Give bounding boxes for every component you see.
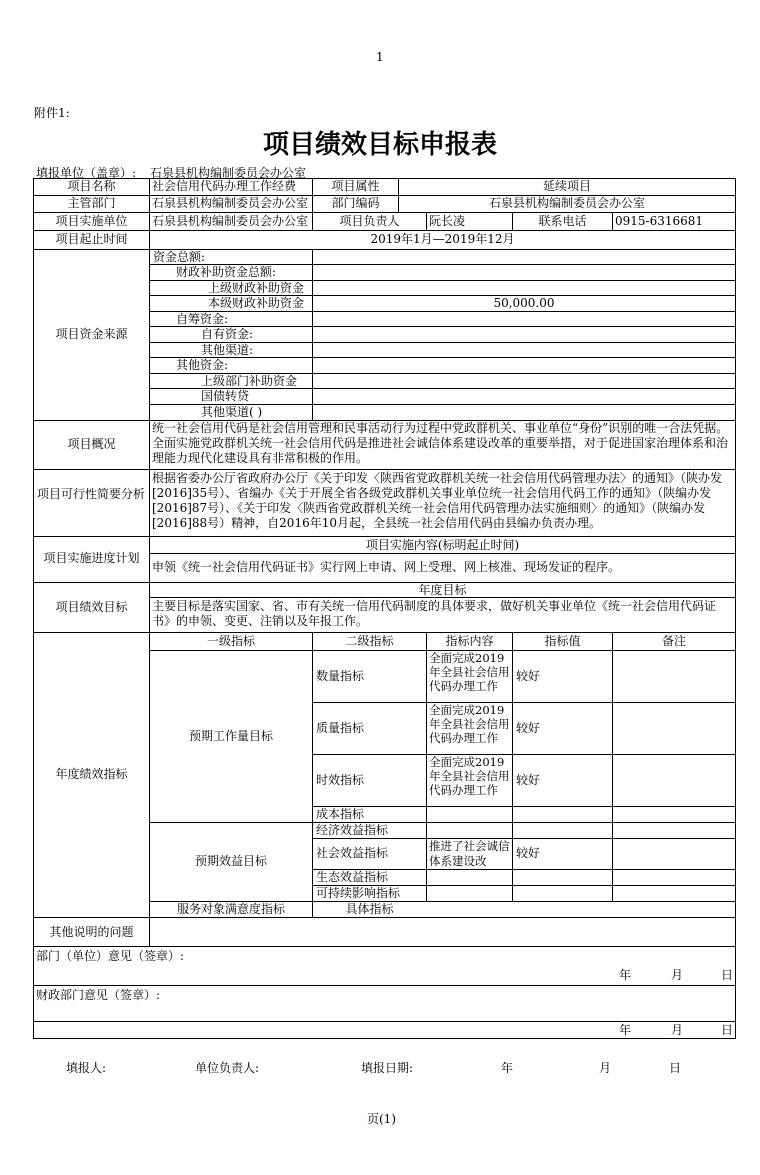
finance-opinion-year: 年: [619, 1023, 632, 1037]
time-indicator-label: 时效指标: [316, 773, 365, 787]
satisfaction-label: 服务对象满意度指标: [176, 902, 285, 916]
fund-bond: 国债转贷: [201, 389, 250, 403]
finance-opinion-day: 日: [721, 1023, 734, 1037]
fund-other-channel: 其他渠道:: [201, 343, 254, 357]
dept-opinion-month: 月: [671, 968, 684, 982]
attachment-label: 附件1:: [34, 106, 70, 120]
filler-unit-label: 填报单位（盖章）:: [36, 166, 137, 180]
dept-opinion-day: 日: [721, 968, 734, 982]
satisfaction-sub-label: 具体指标: [345, 902, 394, 916]
goal-label: 项目绩效目标: [55, 600, 128, 614]
footer-date-label: 填报日期:: [361, 1061, 414, 1075]
ind-header-note: 备注: [661, 634, 686, 648]
fund-self: 自筹资金:: [176, 312, 229, 326]
fund-local-fiscal: 本级财政补助资金: [207, 296, 304, 310]
impl-unit-value: 石泉县机构编制委员会办公室: [152, 214, 309, 228]
phone-value: 0915-6316681: [615, 214, 704, 228]
finance-opinion-month: 月: [671, 1023, 684, 1037]
impl-unit-label: 项目实施单位: [55, 214, 128, 228]
filler-unit-value: 石泉县机构编制委员会办公室: [150, 166, 307, 180]
sustain-indicator-label: 可持续影响指标: [316, 886, 401, 900]
fund-fiscal-total: 财政补助资金总额:: [176, 265, 277, 279]
finance-opinion-label: 财政部门意见（签章）:: [36, 988, 161, 1002]
work-goal-label: 预期工作量目标: [188, 729, 273, 743]
qty-indicator-value: 较好: [516, 669, 541, 683]
ind-header-content: 指标内容: [445, 634, 494, 648]
econ-indicator-label: 经济效益指标: [316, 823, 389, 837]
effect-goal-label: 预期效益目标: [194, 854, 267, 868]
eco-indicator-label: 生态效益指标: [316, 870, 389, 884]
footer-year: 年: [501, 1061, 514, 1075]
dept-value: 石泉县机构编制委员会办公室: [152, 196, 309, 210]
project-name-value: 社会信用代码办理工作经费: [152, 179, 297, 193]
ind-header-value: 指标值: [544, 634, 581, 648]
dept-label: 主管部门: [67, 196, 116, 210]
feasibility-text: 根据省委办公厅省政府办公厅《关于印发〈陕西省党政群机关统一社会信用代码管理办法〉的通知》（陕办发[2016]35号）、省编办《关于开展全省各级党政群机关事业单位统一社会信用代码工作的通知》（陕编办发[2016]87号）、《关于印发〈陕西省党政群机关统一社会信用代码管理办法实施细则〉的通知》（陕编办发[2016]88号）精神，自2016年10月起，全县统一社会信用代码由县编办负责办理。: [152, 471, 723, 530]
fund-upper-dept: 上级部门补助资金: [201, 374, 298, 388]
fund-other: 其他资金:: [176, 358, 229, 372]
page-title: 项目绩效目标申报表: [262, 130, 497, 160]
other-issues-label: 其他说明的问题: [49, 925, 134, 939]
dept-opinion-year: 年: [619, 968, 632, 982]
time-indicator-content: 全面完成2019年全县社会信用代码办理工作: [429, 755, 510, 797]
fund-own: 自有资金:: [201, 327, 254, 341]
dept-code-label: 部门编码: [331, 196, 380, 210]
page-number-top: 1: [376, 50, 384, 64]
quality-indicator-value: 较好: [516, 721, 541, 735]
feasibility-label: 项目可行性简要分析: [36, 487, 145, 501]
overview-label: 项目概况: [67, 437, 116, 451]
fund-total: 资金总额:: [153, 250, 206, 264]
qty-indicator-label: 数量指标: [316, 669, 365, 683]
phone-label: 联系电话: [538, 214, 587, 228]
footer-day: 日: [669, 1061, 682, 1075]
goal-text: 主要目标是落实国家、省、市有关统一信用代码制度的具体要求，做好机关事业单位《统一社会信用代码证书》的申领、变更、注销以及年报工作。: [152, 599, 717, 628]
progress-header: 项目实施内容(标明起止时间): [365, 538, 520, 552]
project-attr-value: 延续项目: [542, 179, 591, 193]
project-name-label: 项目名称: [67, 179, 116, 193]
time-indicator-value: 较好: [516, 773, 541, 787]
project-attr-label: 项目属性: [331, 179, 380, 193]
quality-indicator-label: 质量指标: [316, 721, 365, 735]
footer-month: 月: [599, 1061, 612, 1075]
footer-filler-label: 填报人:: [66, 1061, 107, 1075]
leader-value: 阮长凌: [429, 214, 466, 228]
dept-opinion-label: 部门（单位）意见（签章）:: [36, 949, 185, 963]
fund-local-amount: 50,000.00: [493, 296, 555, 310]
social-indicator-label: 社会效益指标: [316, 846, 389, 860]
dept-code-value: 石泉县机构编制委员会办公室: [488, 196, 645, 210]
indicators-label: 年度绩效指标: [55, 767, 128, 781]
overview-text: 统一社会信用代码是社会信用管理和民事活动行为过程中党政群机关、事业单位“身份”识别的唯一合法凭据。全面实施党政群机关统一社会信用代码是推进社会诚信体系建设改革的重要举措，对于促进国家治理体系和治理能力现代化建设具有非常积极的作用。: [152, 421, 729, 465]
funds-label: 项目资金来源: [55, 327, 128, 341]
ind-header-level1: 一级指标: [206, 634, 255, 648]
social-indicator-value: 较好: [516, 846, 541, 860]
social-indicator-content: 推进了社会诚信体系建设改: [429, 839, 510, 868]
cost-indicator-label: 成本指标: [316, 807, 365, 821]
fund-other-channel-2: 其他渠道( ): [201, 405, 263, 419]
qty-indicator-content: 全面完成2019年全县社会信用代码办理工作: [429, 651, 510, 693]
period-value: 2019年1月—2019年12月: [370, 232, 515, 246]
fund-upper-fiscal: 上级财政补助资金: [207, 281, 304, 295]
footer-leader-label: 单位负责人:: [195, 1061, 260, 1075]
goal-header: 年度目标: [418, 583, 467, 597]
progress-label: 项目实施进度计划: [43, 551, 140, 565]
period-label: 项目起止时间: [55, 232, 128, 246]
ind-header-level2: 二级指标: [345, 634, 394, 648]
page-number-bottom: 页(1): [367, 1112, 396, 1126]
leader-label: 项目负责人: [339, 214, 400, 228]
quality-indicator-content: 全面完成2019年全县社会信用代码办理工作: [429, 703, 510, 745]
progress-text: 申领《统一社会信用代码证书》实行网上申请、网上受理、网上核准、现场发证的程序。: [152, 560, 621, 574]
